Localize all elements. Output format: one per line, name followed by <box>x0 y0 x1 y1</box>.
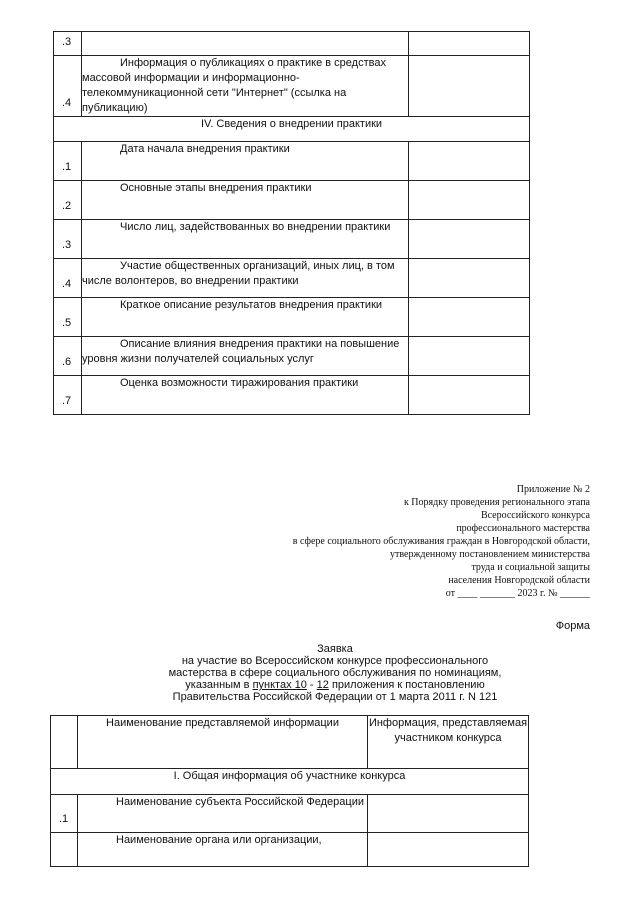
table-row <box>54 220 530 259</box>
row-label <box>82 32 409 56</box>
section-row <box>51 769 529 795</box>
row-number: .3 <box>62 239 72 251</box>
row-label: Основные этапы внедрения практики <box>82 181 409 220</box>
value-cell[interactable] <box>409 142 530 181</box>
value-cell[interactable] <box>409 220 530 259</box>
row-label: Информация о публикациях о практике в средствах массовой информации и информационно-телекоммуникационной сети "Интернет" (ссылка на публикацию) <box>82 56 409 117</box>
appendix-line: от ____ _______ 2023 г. № ______ <box>445 588 590 599</box>
appendix-line: профессионального мастерства <box>456 523 590 534</box>
value-cell[interactable] <box>409 56 530 117</box>
row-label: Участие общественных организаций, иных лиц, в том числе волонтеров, во внедрении практики <box>82 259 409 298</box>
value-cell[interactable] <box>409 376 530 415</box>
table-row <box>54 32 530 56</box>
table-row <box>54 298 530 337</box>
header-row <box>51 716 529 769</box>
value-cell[interactable] <box>409 298 530 337</box>
section-heading: I. Общая информация об участнике конкурса <box>51 769 529 795</box>
row-number: .6 <box>62 356 72 368</box>
row-label: Описание влияния внедрения практики на повышение уровня жизни получателей социальных услуг <box>82 337 409 376</box>
row-number: .4 <box>62 278 72 290</box>
appendix-line: в сфере социального обслуживания граждан в Новгородской области, <box>292 536 590 547</box>
table-row <box>54 376 530 415</box>
table-row <box>54 181 530 220</box>
row-label: Дата начала внедрения практики <box>82 142 409 181</box>
section-row <box>54 117 530 142</box>
points-link[interactable]: пунктах 10 <box>252 679 307 691</box>
row-label: Оценка возможности тиражирования практики <box>82 376 409 415</box>
value-cell[interactable] <box>409 181 530 220</box>
value-cell[interactable] <box>409 259 530 298</box>
value-cell[interactable] <box>368 833 529 867</box>
row-number: .5 <box>62 317 72 329</box>
form-label: Форма <box>555 620 590 632</box>
row-label: Число лиц, задействованных во внедрении практики <box>82 220 409 259</box>
appendix-line: к Порядку проведения регионального этапа <box>403 497 590 508</box>
row-number: .2 <box>62 200 72 212</box>
appendix-line: труда и социальной защиты <box>471 562 590 573</box>
table-row <box>54 337 530 376</box>
title-line: Правительства Российской Федерации от 1 марта 2011 г. N 121 <box>172 691 498 703</box>
row-label: Наименование органа или организации, <box>78 833 368 867</box>
value-cell[interactable] <box>409 337 530 376</box>
point-12-link[interactable]: 12 <box>316 679 329 691</box>
table-row <box>54 142 530 181</box>
table-row <box>54 56 530 117</box>
row-number: .7 <box>62 395 72 407</box>
appendix-line: утвержденному постановлением министерства <box>389 549 590 560</box>
appendix-header <box>293 483 590 600</box>
column-header: Информация, представляемая участником конкурса <box>368 716 529 769</box>
application-table <box>50 715 529 867</box>
document-title: Заявка <box>317 643 353 655</box>
appendix-line: Всероссийского конкурса <box>480 510 590 521</box>
application-title-block <box>165 643 505 703</box>
table-row <box>51 833 529 867</box>
row-number: .1 <box>62 161 72 173</box>
column-header: Наименование представляемой информации <box>78 716 368 769</box>
row-number: .4 <box>62 97 72 109</box>
table-row <box>54 259 530 298</box>
title-line: мастерства в сфере социального обслуживания по номинациям, <box>168 667 502 679</box>
title-line: указанным в пунктах 10 - 12 приложения к постановлению <box>185 679 485 691</box>
row-label: Краткое описание результатов внедрения практики <box>82 298 409 337</box>
appendix-line: населения Новгородской области <box>448 575 590 586</box>
practice-info-table <box>53 31 530 415</box>
row-number: .1 <box>59 813 69 825</box>
table-row <box>51 795 529 833</box>
appendix-line: Приложение № 2 <box>516 484 590 495</box>
value-cell[interactable] <box>368 795 529 833</box>
section-heading: IV. Сведения о внедрении практики <box>54 117 530 142</box>
title-line: на участие во Всероссийском конкурсе профессионального <box>181 655 489 667</box>
row-number: .3 <box>62 36 72 48</box>
value-cell[interactable] <box>409 32 530 56</box>
row-label: Наименование субъекта Российской Федерации <box>78 795 368 833</box>
